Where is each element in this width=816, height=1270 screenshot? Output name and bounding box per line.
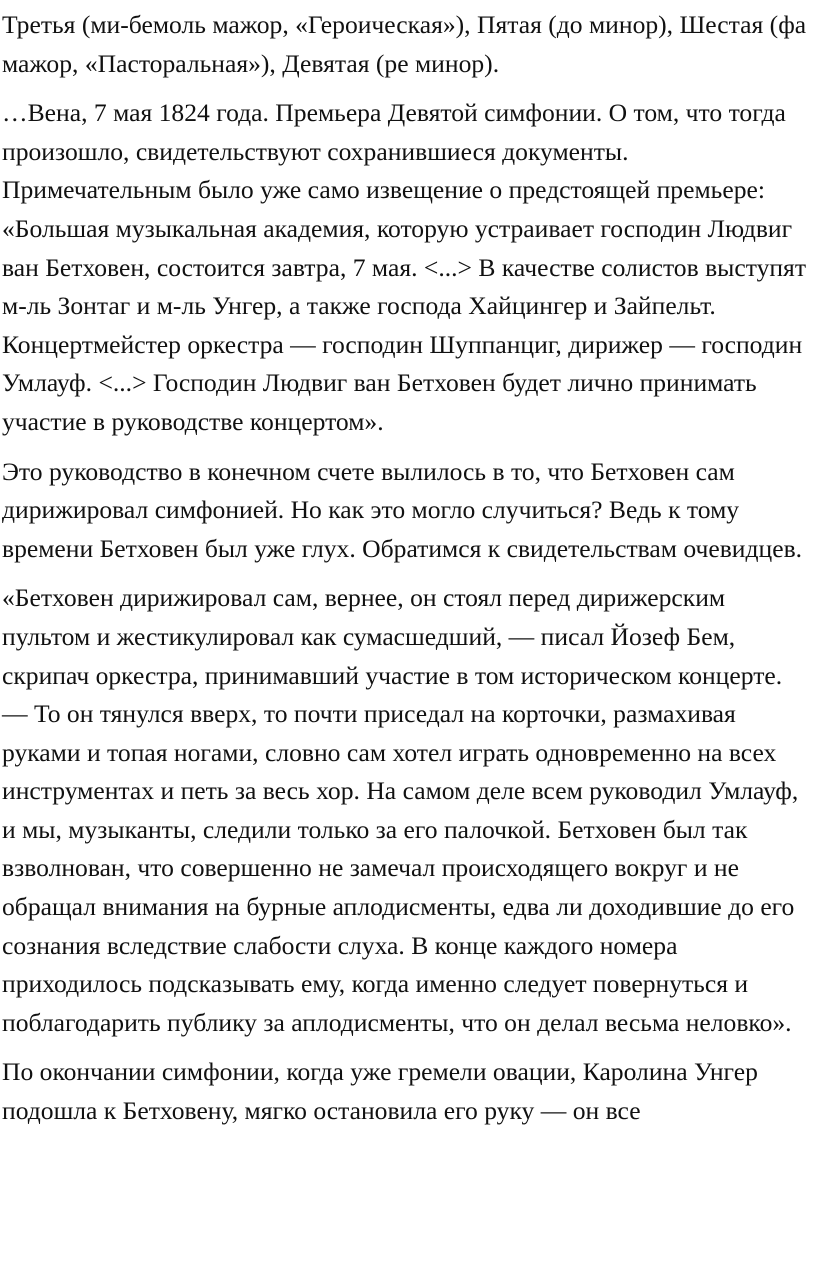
paragraph-symphony-list: Третья (ми-бемоль мажор, «Героическая»), Пятая (до минор), Шестая (фа мажор, «Пасторальная»), Девятая (ре минор). — [2, 10, 807, 78]
paragraph-unger-ending: По окончании симфонии, когда уже гремели овации, Каролина Унгер подошла к Бетховену, мягко остановила его руку — он все — [2, 1057, 758, 1126]
paragraph-conducting-question: Это руководство в конечном счете вылилось в то, что Бетховен сам дирижировал симфонией. Но как это могло случиться? Ведь к тому времени Бетховен был уже глух. Обратимся к свидетельствам очевидцев. — [2, 456, 803, 563]
paragraph-premiere-announcement: …Вена, 7 мая 1824 года. Премьера Девятой симфонии. О том, что тогда произошло, свидетельствуют сохранившиеся документы. Примечательным было уже само извещение о предстоящей премьере: «Большая музыкальная академия, которую устраивает господин Людвиг ван Бетховен, состоится завтра, 7 мая. <...> В качестве солистов выступят м-ль Зонтаг и м-ль Унгер, а также господа Хайцингер и Зайпельт. Концертмейстер оркестра — господин Шуппанциг, дирижер — господин Умлауф. <...> Господин Людвиг ван Бетховен будет лично принимать участие в руководстве концертом». — [2, 98, 807, 436]
paragraph-bem-testimony: «Бетховен дирижировал сам, вернее, он стоял перед дирижерским пультом и жестикулировал как сумасшедший, — писал Йозеф Бем, скрипач оркестра, принимавший участие в том историческом концерте. — То он тянулся вверх, то почти приседал на корточки, размахивая руками и топая ногами, словно сам хотел играть одновременно на всех инструментах и петь за весь хор. На самом деле всем руководил Умлауф, и мы, музыканты, следили только за его палочкой. Бетховен был так взволнован, что совершенно не замечал происходящего вокруг и не обращал внимания на бурные аплодисменты, едва ли доходившие до его сознания вследствие слабости слуха. В конце каждого номера приходилось подсказывать ему, когда именно следует повернуться и поблагодарить публику за аплодисменты, что он делал весьма неловко». — [2, 583, 799, 1037]
